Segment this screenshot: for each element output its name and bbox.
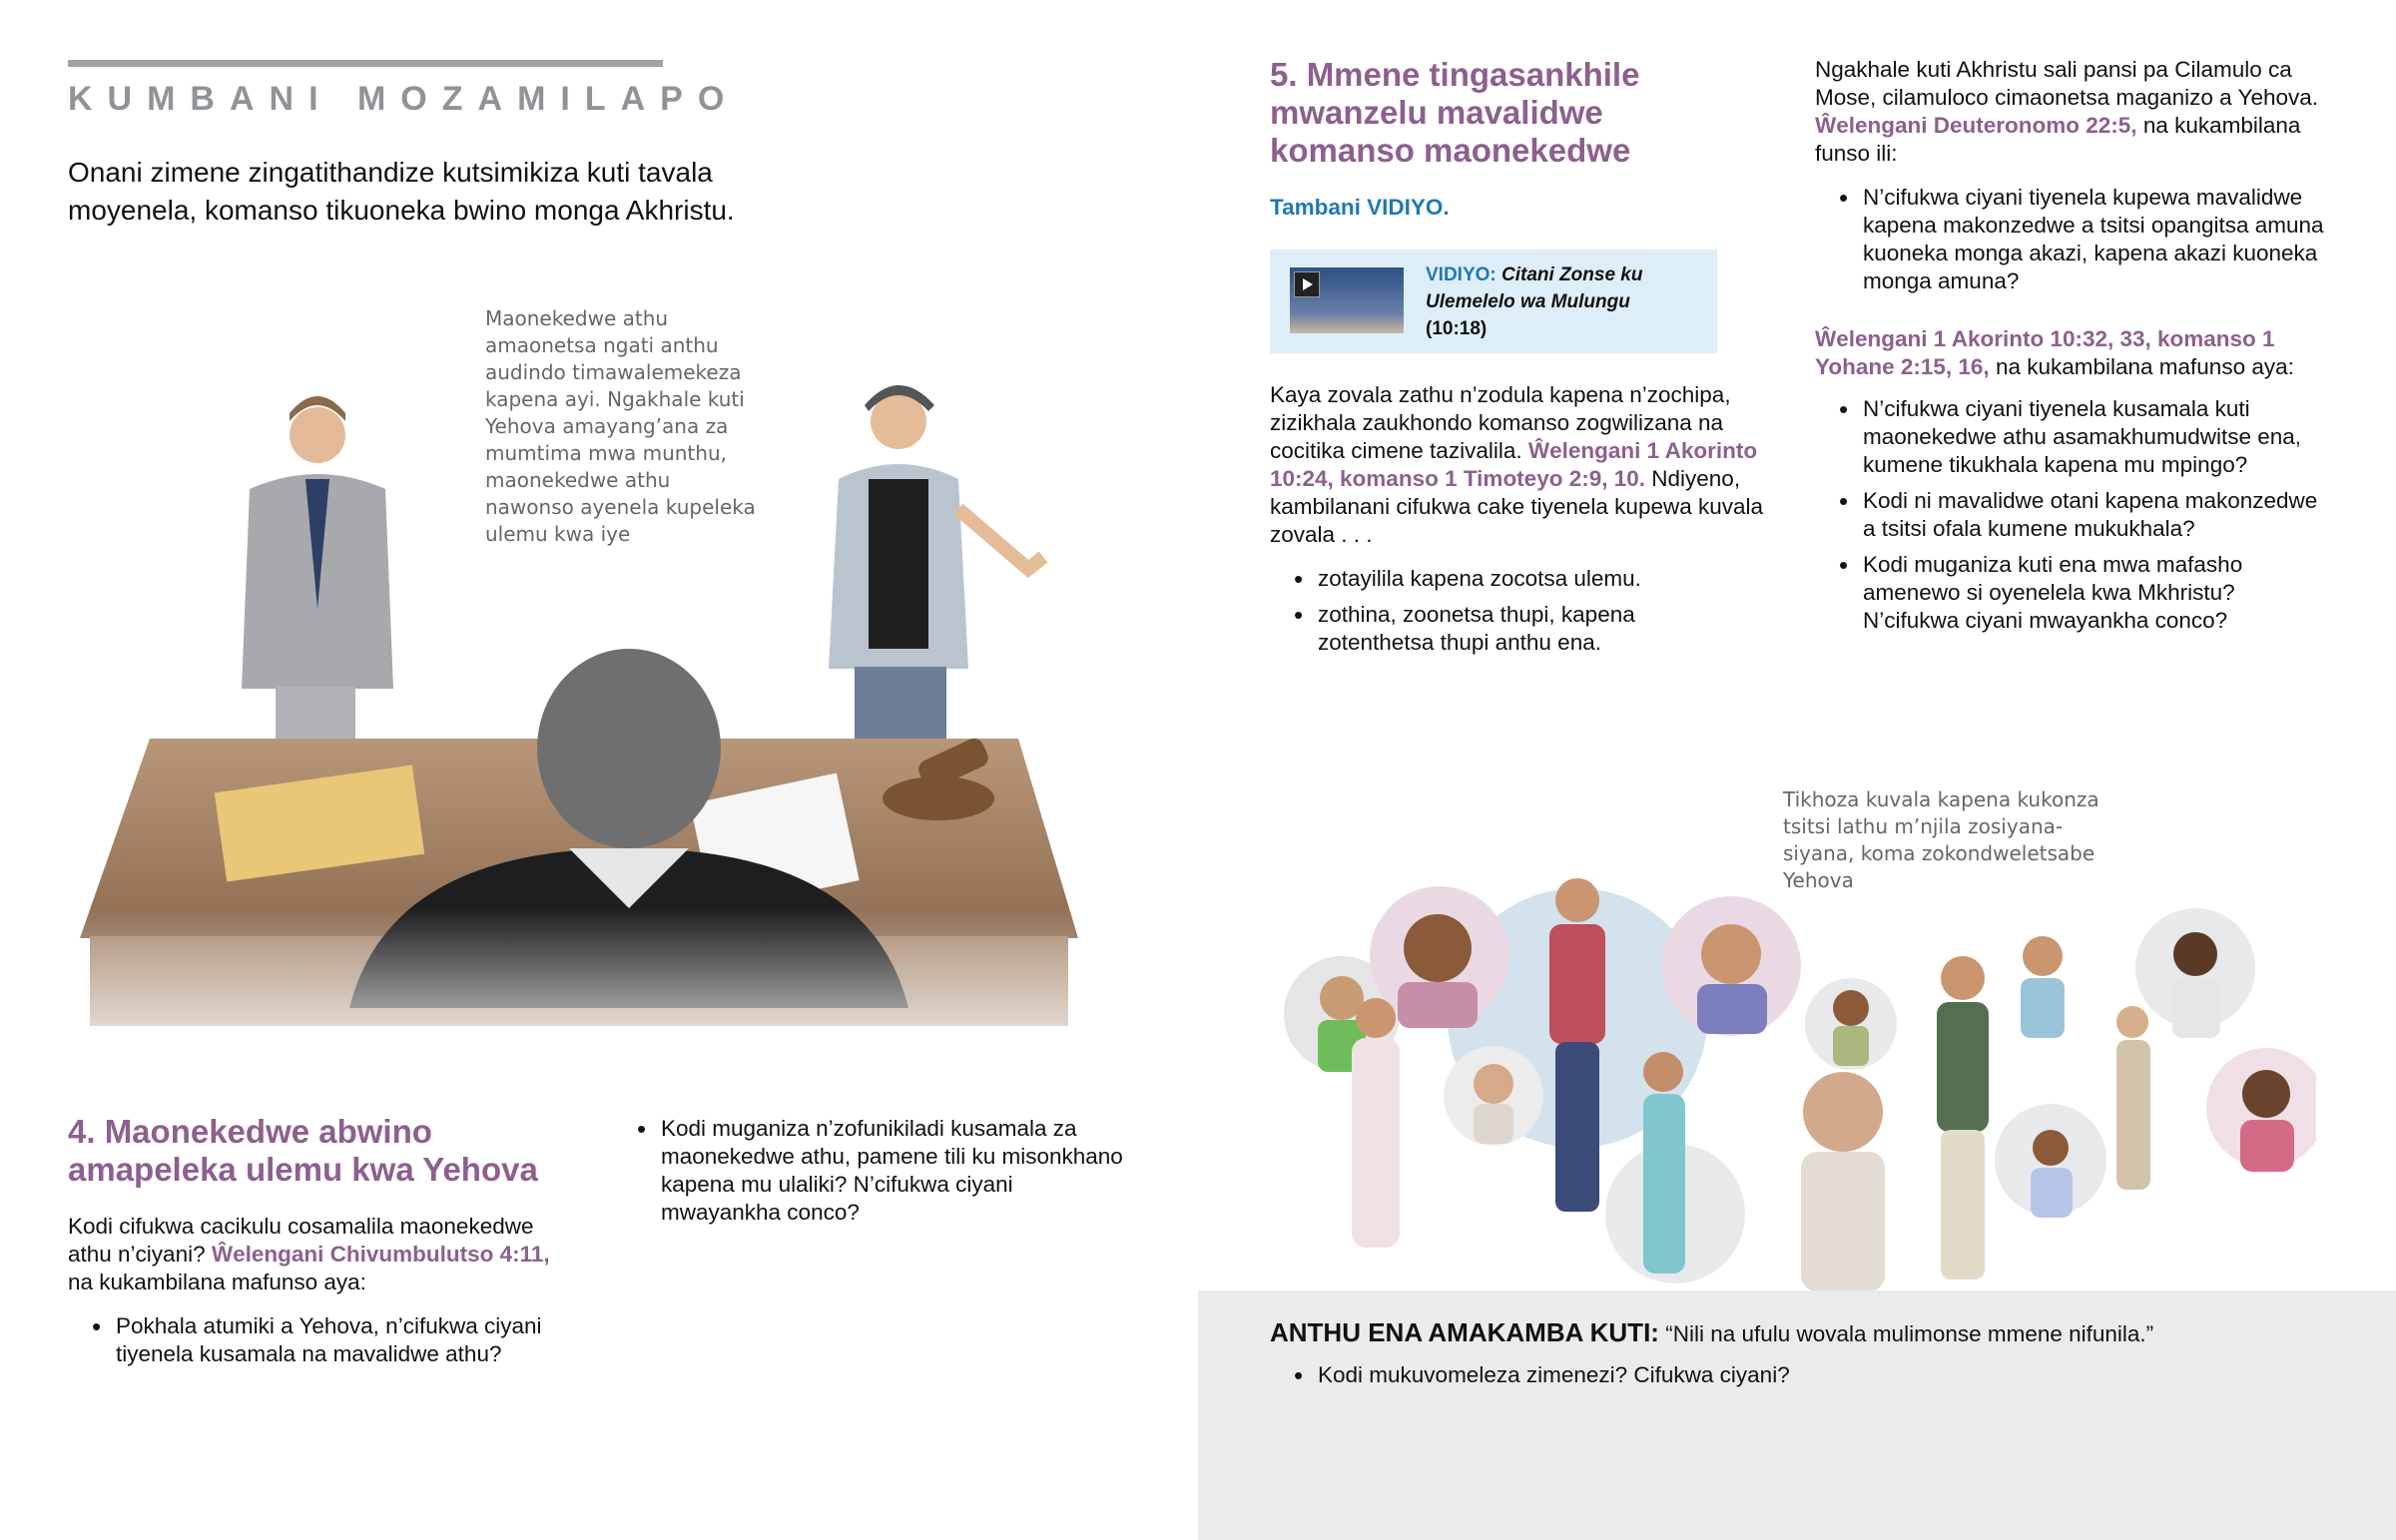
young-man-figure <box>829 385 1043 776</box>
col2-bullet: • N’cifukwa ciyani tiyenela kupewa mavalidwe kapena makonzedwe a tsitsi opangitsa amuna kuoneka monga akazi, kapena akazi kuoneka monga amuna? <box>1839 184 2328 295</box>
section5-col2b-paragraph <box>1815 325 2334 381</box>
col2b-bullet: • Kodi ni mavalidwe otani kapena makonzedwe a tsitsi ofala kumene mukukhala? <box>1839 487 2328 543</box>
video-card[interactable] <box>1270 250 1717 353</box>
video-duration: (10:18) <box>1426 318 1488 339</box>
section5-bullets <box>1294 565 1693 665</box>
objection-heading: ANTHU ENA AMAKAMBA KUTI: <box>1270 1317 1659 1347</box>
video-thumbnail[interactable] <box>1290 267 1404 333</box>
col2b-bullet: • N’cifukwa ciyani tiyenela kusamala kuti maonekedwe athu asamakhumudwitse ena, kumene tikukhala kapena mu mpingo? <box>1839 395 2328 479</box>
col2-scripture-ref[interactable]: Ŵelengani Deuteronomo 22:5, <box>1815 113 2137 138</box>
page-kicker: KUMBANI MOZAMILAPO <box>68 80 740 118</box>
section4-bullets-a <box>92 1312 561 1376</box>
video-label: VIDIYO: <box>1426 264 1497 285</box>
watch-video-label: Tambani VIDIYO. <box>1270 195 1450 220</box>
section4-heading: 4. Maonekedwe abwino amapeleka ulemu kwa Yehova <box>68 1113 538 1188</box>
intro-text: Onani zimene zingatithandize kutsimikiza kuti tavala moyenela, komanso tikuoneka bwino monga Akhristu. <box>68 157 735 226</box>
section4-body-pre: Kodi cifukwa cacikulu cosamalila maonekedwe athu n’ciyani? <box>68 1214 534 1267</box>
col2-bullets <box>1839 184 2328 303</box>
section4-body-post: na kukambilana mafunso aya: <box>68 1270 366 1294</box>
section5-col2-paragraph <box>1815 56 2334 168</box>
section5-para-pre: Kaya zovala zathu n’zodula kapena n’zochipa, zizikhala zaukhondo komanso zogwilizana na cocitika cimene tazivalila. <box>1270 382 1731 463</box>
section5-heading: 5. Mmene tingasankhile mwanzelu mavalidwe komanso maonekedwe <box>1270 56 1640 169</box>
col2-post: na kukambilana funso ili: <box>1815 113 2301 166</box>
video-text <box>1426 261 1705 342</box>
diverse-people-illustration <box>1278 858 2316 1297</box>
col2-pre: Ngakhale kuti Akhristu sali pansi pa Cilamulo ca Mose, cilamuloco cimaonetsa maganizo a Yehova. <box>1815 57 2319 110</box>
section5-paragraph <box>1270 381 1789 549</box>
section4-bullet: • Kodi muganiza n’zofunikiladi kusamala za maonekedwe athu, pamene tili ku misonkhano kapena mu ulaliki? N’cifukwa ciyani mwayankha conco? <box>637 1115 1126 1227</box>
col2b-bullets <box>1839 395 2328 643</box>
video-title[interactable]: Citani Zonse ku Ulemelelo wa Mulungu <box>1426 264 1643 312</box>
objection-line <box>1270 1318 2318 1348</box>
section5-scripture-ref[interactable]: Ŵelengani 1 Akorinto 10:24, komanso 1 Timoteyo 2:9, 10. <box>1270 438 1758 491</box>
section4-body <box>68 1213 567 1296</box>
col2b-post: na kukambilana mafunso aya: <box>1995 354 2294 379</box>
col2b-bullet: • Kodi muganiza kuti ena mwa mafasho amenewo si oyenelela kwa Mkhristu? N’cifukwa ciyani mwayankha conco? <box>1839 551 2328 635</box>
section5-bullet: • zothina, zoonetsa thupi, kapena zotenthetsa thupi anthu ena. <box>1294 601 1693 657</box>
section4-bullets-b <box>637 1115 1126 1235</box>
section5-para-post: Ndiyeno, kambilanani cifukwa cake tiyenela kupewa kuvala zovala . . . <box>1270 466 1764 547</box>
header-rule <box>68 60 663 67</box>
section5-bullet: • zotayilila kapena zocotsa ulemu. <box>1294 565 1693 593</box>
court-caption: Maonekedwe athu amaonetsa ngati anthu audindo timawalemekeza kapena ayi. Ngakhale kuti Yehova amayang’ana za mumtima mwa munthu, maonekedwe athu nawonso ayenela kupeleka ulemu kwa iye <box>485 306 756 546</box>
objection-bullet: • Kodi mukuvomeleza zimenezi? Cifukwa ciyani? <box>1294 1361 2192 1389</box>
section4-bullet: • Pokhala atumiki a Yehova, n’cifukwa ciyani tiyenela kusamala na mavalidwe athu? <box>92 1312 561 1368</box>
col2b-scripture-ref[interactable]: Ŵelengani 1 Akorinto 10:32, 33, komanso 1 Yohane 2:15, 16, <box>1815 326 2275 379</box>
section4-scripture-ref[interactable]: Ŵelengani Chivumbulutso 4:11, <box>211 1242 550 1267</box>
people-caption: Tikhoza kuvala kapena kukonza tsitsi lathu m’njila zosiyana-siyana, koma zokondweletsabe Yehova <box>1783 787 2099 892</box>
objection-quote: “Nili na ufulu wovala mulimonse mmene nifunila.” <box>1665 1321 2154 1346</box>
play-icon[interactable] <box>1294 271 1320 297</box>
objection-bullets <box>1294 1361 2192 1397</box>
